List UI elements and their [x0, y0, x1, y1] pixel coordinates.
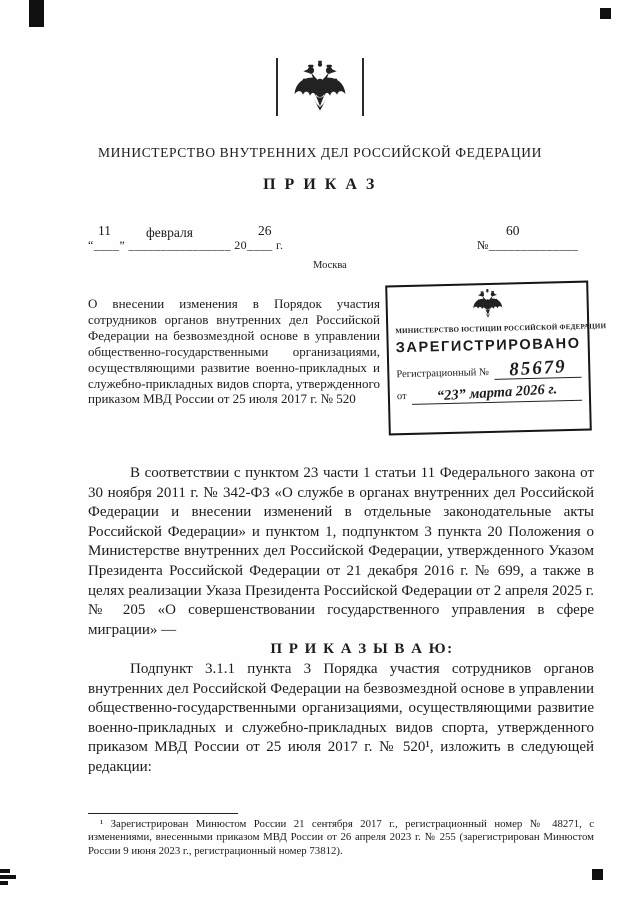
scan-registration-mark-bottom-left: [0, 869, 18, 885]
order-body: [88, 464, 594, 778]
justice-ministry-registration-stamp: [385, 281, 607, 436]
footnote-separator-rule: [88, 813, 238, 814]
scan-registration-mark-bottom-right: [592, 869, 603, 880]
order-subject-text: О внесении изменения в Порядок участия сотрудников органов внутренних дел Российской Федерации на безвозмездной основе в управлении общественно-государственными организациями, осуществляющими развитие военно-прикладных и служебно-прикладных видов спорта, утвержденного приказом МВД России от 25 июля 2017 г. № 520: [88, 296, 380, 407]
stamp-date-label: от: [396, 391, 407, 403]
justice-ministry-emblem-icon: [467, 289, 508, 320]
preamble-paragraph: В соответствии с пунктом 23 части 1 статьи 11 Федерального закона от 30 ноября 2011 г. № 342-ФЗ «О службе в органах внутренних дел Российской Федерации и внесении изменений в отдельные законодательные акты Российской Федерации» и пунктом 1, подпунктом 3 пункта 20 Положения о Министерстве внутренних дел Российской Федерации, утвержденного Указом Президента Российской Федерации от 21 декабря 2016 г. № 699, а также в целях реализации Указа Президента Российской Федерации от 2 апреля 2025 г. № 205 «О совершенствовании государственного управления в сфере миграции» —: [88, 465, 594, 638]
city-label: Москва: [313, 260, 347, 271]
order-subject-block: [88, 296, 380, 407]
stamp-date-handwritten: “23” марта 2026 г.: [436, 381, 558, 405]
stamp-registered-label: ЗАРЕГИСТРИРОВАНО: [395, 335, 581, 357]
letterhead-rule-right: [362, 58, 364, 116]
footnote-block: [88, 818, 594, 858]
order-number-value: 60: [506, 223, 520, 238]
document-type-title: П Р И К А З: [263, 176, 377, 193]
stamp-date-line: [411, 381, 582, 405]
order-verb-line: П Р И К А З Ы В А Ю:: [270, 641, 454, 658]
issuing-ministry-title: МИНИСТЕРСТВО ВНУТРЕННИХ ДЕЛ РОССИЙСКОЙ ФЕДЕРАЦИИ: [98, 145, 542, 160]
footnote-text: ¹ Зарегистрирован Минюстом России 21 сентября 2017 г., регистрационный номер № 48271, с изменениями, внесенными приказом МВД России от 26 апреля 2023 г. № 255 (зарегистрирован Минюстом России 9 июня 2023 г., регистрационный номер 73812).: [88, 818, 594, 857]
stamp-registration-date-row: [396, 381, 582, 405]
letterhead-rule-left: [276, 58, 278, 116]
stamp-ministry-name: МИНИСТЕРСТВО ЮСТИЦИИ РОССИЙСКОЙ ФЕДЕРАЦИИ: [395, 322, 607, 336]
date-day: 11: [98, 223, 111, 238]
scan-registration-mark-top-right: [600, 8, 611, 19]
order-number-blank-line: №______________: [477, 238, 579, 252]
date-year: 26: [258, 223, 272, 238]
stamp-reg-number-line: [494, 358, 582, 380]
date-month: февраля: [146, 225, 193, 240]
stamp-registration-number-row: [396, 358, 581, 383]
date-blank-line: “____” ________________ 20____ г.: [88, 238, 284, 252]
stamp-reg-number-label: Регистрационный №: [396, 366, 490, 381]
directive-paragraph: Подпункт 3.1.1 пункта 3 Порядка участия сотрудников органов внутренних дел Российской Федерации на безвозмездной основе в управлении общественно-государственными организациями, осуществляющими развитие военно-прикладных и служебно-прикладных видов спорта, утвержденного приказом МВД России от 25 июля 2017 г. № 520¹, изложить в следующей редакции:: [88, 660, 594, 775]
russia-coat-of-arms-icon: [292, 56, 348, 118]
letterhead-emblem-block: [0, 56, 640, 118]
stamp-reg-number-handwritten: 85679: [508, 356, 567, 381]
scan-registration-mark-top-left: [29, 0, 44, 27]
